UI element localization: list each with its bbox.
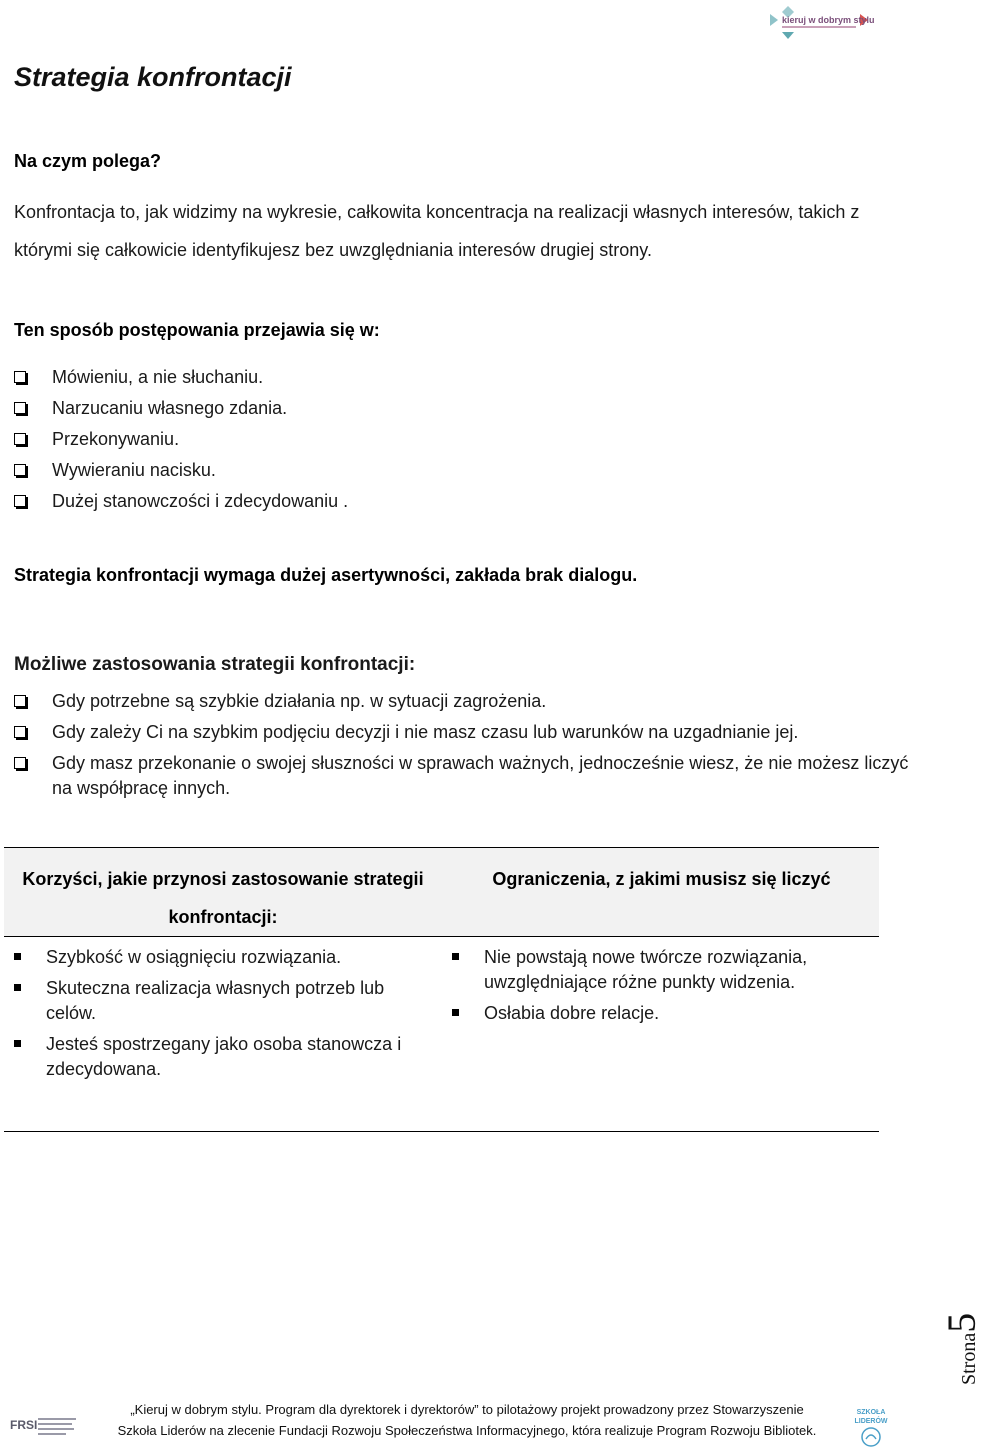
list-item: Przekonywaniu. — [14, 428, 914, 459]
list-item: Mówieniu, a nie słuchaniu. — [14, 366, 914, 397]
checkbox-icon — [14, 433, 26, 445]
benefits-header: Korzyści, jakie przynosi zastosowanie strategii konfrontacji: — [22, 869, 424, 927]
bullet-icon — [14, 953, 21, 960]
list-item: Skuteczna realizacja własnych potrzeb lub celów. — [8, 976, 428, 1026]
usage-heading: Możliwe zastosowania strategii konfrontacji: — [14, 654, 416, 675]
school-leaders-logo — [850, 1405, 892, 1449]
summary-text: Strategia konfrontacji wymaga dużej asertywności, zakłada brak dialogu. — [14, 565, 638, 585]
list-item: Gdy zależy Ci na szybkim podjęciu decyzji i nie masz czasu lub warunków na uzgadnianie jej. — [14, 720, 914, 745]
logo-arrow-left — [770, 14, 778, 26]
list-item: Osłabia dobre relacje. — [446, 1001, 866, 1026]
checkbox-icon — [14, 464, 26, 476]
logo-arrow-down — [782, 32, 794, 39]
checkbox-icon — [14, 757, 26, 769]
limitations-list — [446, 945, 866, 1032]
checkbox-icon — [14, 371, 26, 383]
checkbox-icon — [14, 726, 26, 738]
list-item: Narzucaniu własnego zdania. — [14, 397, 914, 428]
list-item: Nie powstają nowe twórcze rozwiązania, uwzględniające różne punkty widzenia. — [446, 945, 866, 995]
checkbox-icon — [14, 495, 26, 507]
bullet-icon — [452, 953, 459, 960]
benefits-limitations-table — [4, 847, 879, 1132]
checkbox-icon — [14, 695, 26, 707]
bullet-icon — [14, 984, 21, 991]
section-question: Na czym polega? — [14, 151, 162, 171]
list-item: Gdy masz przekonanie o swojej słuszności w sprawach ważnych, jednocześnie wiesz, że nie możesz liczyć na współpracę innych. — [14, 751, 914, 801]
frsi-logo — [8, 1412, 80, 1438]
checkbox-icon — [14, 402, 26, 414]
list-item: Gdy potrzebne są szybkie działania np. w sytuacji zagrożenia. — [14, 689, 914, 714]
table-body — [4, 937, 879, 1132]
table-header — [4, 847, 879, 937]
footer-text — [92, 1399, 842, 1441]
svg-text:FRSI: FRSI — [10, 1418, 38, 1432]
list-item: Szybkość w osiągnięciu rozwiązania. — [8, 945, 428, 970]
limitations-header: Ograniczenia, z jakimi musisz się liczyć — [492, 869, 831, 889]
bullet-icon — [452, 1009, 459, 1016]
list-item: Jesteś spostrzegany jako osoba stanowcza i zdecydowana. — [8, 1032, 428, 1082]
page-num: 5 — [939, 1312, 984, 1333]
page-number — [938, 1313, 985, 1385]
bullet-icon — [14, 1040, 21, 1047]
page-title: Strategia konfrontacji — [14, 62, 292, 92]
manifest-list — [14, 366, 914, 521]
manifest-heading: Ten sposób postępowania przejawia się w: — [14, 320, 380, 340]
list-item: Dużej stanowczości i zdecydowaniu . — [14, 490, 914, 521]
benefits-list — [8, 945, 428, 1088]
intro-paragraph: Konfrontacja to, jak widzimy na wykresie, całkowita koncentracja na realizacji własnych interesów, takich z którymi się całkowicie identyfikujesz bez uwzględniania interesów drugiej strony. — [14, 202, 860, 260]
usage-list — [14, 689, 914, 807]
footer-line-1: „Kieruj w dobrym stylu. Program dla dyrektorek i dyrektorów” to pilotażowy projekt prowadzony przez Stowarzyszenie — [130, 1402, 804, 1417]
svg-text:SZKOŁA: SZKOŁA — [856, 1409, 886, 1416]
page-word: Strona — [958, 1332, 980, 1385]
footer-line-2: Szkoła Liderów na zlecenie Fundacji Rozwoju Społeczeństwa Informacyjnego, która realizuje Program Rozwoju Bibliotek. — [117, 1423, 817, 1438]
header-logo — [766, 4, 875, 40]
logo-text: kieruj w dobrym stylu — [782, 15, 875, 25]
svg-text:LIDERÓW: LIDERÓW — [854, 1418, 888, 1425]
list-item: Wywieraniu nacisku. — [14, 459, 914, 490]
